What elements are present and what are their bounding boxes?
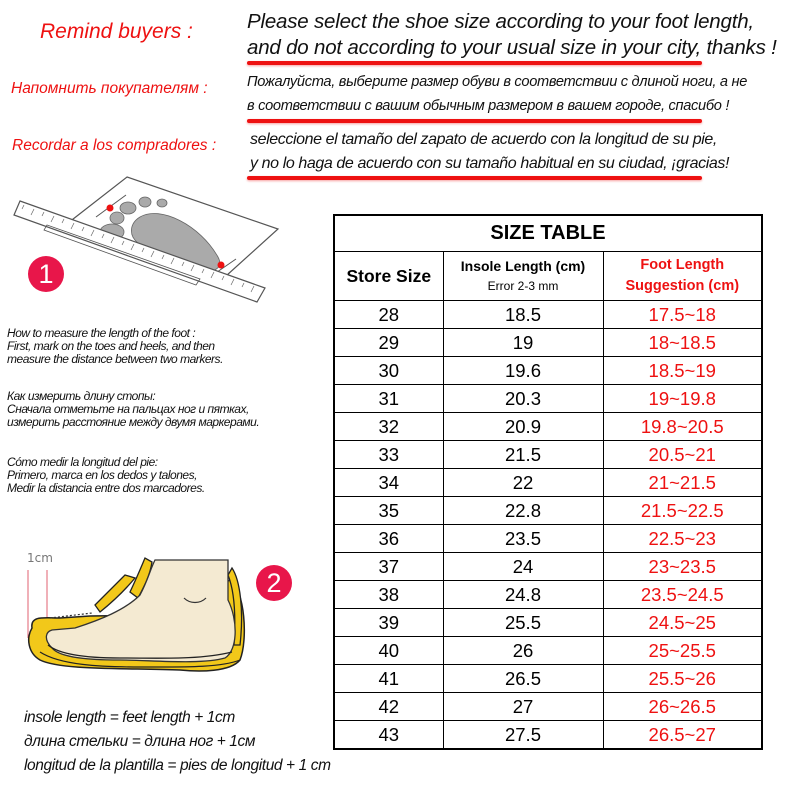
cell-foot: 25~25.5 [603, 637, 762, 665]
table-row [334, 497, 762, 525]
table-row [334, 665, 762, 693]
table-row [334, 525, 762, 553]
cell-foot: 19~19.8 [603, 385, 762, 413]
cell-store-size: 40 [334, 637, 443, 665]
remind-label-es: Recordar a los compradores : [12, 137, 217, 154]
howto-ru-title: Как измерить длину стопы: [7, 389, 156, 403]
cell-foot: 21.5~22.5 [603, 497, 762, 525]
cell-foot: 18~18.5 [603, 329, 762, 357]
cell-foot: 21~21.5 [603, 469, 762, 497]
table-row [334, 693, 762, 721]
formula-es: longitud de la plantilla = pies de longitud + 1 cm [24, 757, 331, 774]
cell-foot: 17.5~18 [603, 301, 762, 329]
howto-es-line1: Primero, marca en los dedos y talones, [7, 468, 197, 482]
howto-en-line2: measure the distance between two markers. [7, 352, 223, 366]
header-foot-label-1: Foot Length [640, 257, 725, 273]
cell-foot: 23.5~24.5 [603, 581, 762, 609]
cell-store-size: 37 [334, 553, 443, 581]
remind-text-ru-2: в соответствии с вашим обычным размером в вашем городе, спасибо ! [247, 98, 730, 114]
cell-store-size: 29 [334, 329, 443, 357]
formula-en: insole length = feet length + 1cm [24, 709, 235, 726]
cell-store-size: 42 [334, 693, 443, 721]
table-row [334, 469, 762, 497]
underline-bar [247, 176, 702, 180]
toe-marker-dot [107, 205, 114, 212]
step-1-badge: 1 [28, 256, 64, 292]
table-row [334, 609, 762, 637]
underline-bar [247, 119, 702, 123]
remind-label-en: Remind buyers : [40, 20, 193, 43]
cell-insole: 21.5 [443, 441, 603, 469]
cell-store-size: 30 [334, 357, 443, 385]
howto-en [7, 327, 223, 366]
cell-store-size: 38 [334, 581, 443, 609]
cell-insole: 24.8 [443, 581, 603, 609]
cell-store-size: 35 [334, 497, 443, 525]
cell-insole: 19.6 [443, 357, 603, 385]
cell-foot: 25.5~26 [603, 665, 762, 693]
cell-insole: 25.5 [443, 609, 603, 637]
table-row [334, 301, 762, 329]
header-insole-note: Error 2-3 mm [487, 279, 559, 293]
heel-marker-dot [218, 262, 225, 269]
cell-foot: 18.5~19 [603, 357, 762, 385]
measure-1cm-label: 1cm [27, 551, 53, 565]
howto-ru-line2: измерить расстояние между двумя маркерами. [7, 415, 260, 429]
foot-in-shoe-illustration [0, 520, 260, 690]
cell-insole: 27.5 [443, 721, 603, 750]
cell-insole: 20.3 [443, 385, 603, 413]
cell-insole: 26.5 [443, 665, 603, 693]
size-table-title: SIZE TABLE [334, 215, 762, 252]
cell-store-size: 41 [334, 665, 443, 693]
cell-foot: 24.5~25 [603, 609, 762, 637]
remind-text-ru-1: Пожалуйста, выберите размер обуви в соответствии с длиной ноги, а не [247, 74, 748, 90]
cell-store-size: 39 [334, 609, 443, 637]
cell-foot: 19.8~20.5 [603, 413, 762, 441]
cell-store-size: 32 [334, 413, 443, 441]
cell-insole: 22 [443, 469, 603, 497]
size-table [333, 214, 763, 750]
table-row [334, 441, 762, 469]
howto-en-line1: First, mark on the toes and heels, and then [7, 339, 215, 353]
table-row [334, 329, 762, 357]
remind-text-es-2: y no lo haga de acuerdo con su tamaño habitual en su ciudad, ¡gracias! [250, 155, 730, 172]
cell-foot: 26.5~27 [603, 721, 762, 750]
header-foot-length [603, 252, 762, 301]
size-table-title-row [334, 215, 762, 252]
cell-insole: 20.9 [443, 413, 603, 441]
cell-store-size: 36 [334, 525, 443, 553]
table-row [334, 637, 762, 665]
table-row [334, 385, 762, 413]
cell-insole: 24 [443, 553, 603, 581]
header-insole-label: Insole Length (cm) [460, 258, 586, 274]
cell-store-size: 34 [334, 469, 443, 497]
howto-es-title: Cómo medir la longitud del pie: [7, 455, 158, 469]
formula-ru: длина стельки = длина ног + 1см [24, 733, 256, 750]
step-2-badge: 2 [256, 565, 292, 601]
header-insole-length [443, 252, 603, 301]
remind-label-ru: Напомнить покупателям : [11, 80, 208, 97]
cell-foot: 23~23.5 [603, 553, 762, 581]
cell-foot: 22.5~23 [603, 525, 762, 553]
remind-text-en-2: and do not according to your usual size in your city, thanks ! [247, 36, 777, 59]
cell-store-size: 28 [334, 301, 443, 329]
cell-store-size: 33 [334, 441, 443, 469]
remind-text-es-1: seleccione el tamaño del zapato de acuerdo con la longitud de su pie, [250, 131, 717, 148]
cell-insole: 27 [443, 693, 603, 721]
table-row [334, 413, 762, 441]
header-foot-label-2: Suggestion (cm) [625, 278, 740, 294]
cell-foot: 26~26.5 [603, 693, 762, 721]
howto-ru-line1: Сначала отметьте на пальцах ног и пятках, [7, 402, 249, 416]
cell-store-size: 43 [334, 721, 443, 750]
cell-insole: 26 [443, 637, 603, 665]
howto-es [7, 456, 205, 495]
remind-text-en-1: Please select the shoe size according to your foot length, [247, 10, 754, 33]
table-row [334, 357, 762, 385]
cell-insole: 18.5 [443, 301, 603, 329]
table-row [334, 553, 762, 581]
foot-measure-illustration [0, 165, 300, 315]
header-store-size: Store Size [334, 252, 443, 301]
cell-store-size: 31 [334, 385, 443, 413]
table-row [334, 581, 762, 609]
table-row [334, 721, 762, 750]
howto-ru [7, 390, 259, 429]
size-table-header-row [334, 252, 762, 301]
cell-insole: 23.5 [443, 525, 603, 553]
howto-en-title: How to measure the length of the foot : [7, 326, 196, 340]
cell-insole: 19 [443, 329, 603, 357]
underline-bar [247, 61, 702, 65]
howto-es-line2: Medir la distancia entre dos marcadores. [7, 481, 205, 495]
cell-insole: 22.8 [443, 497, 603, 525]
cell-foot: 20.5~21 [603, 441, 762, 469]
